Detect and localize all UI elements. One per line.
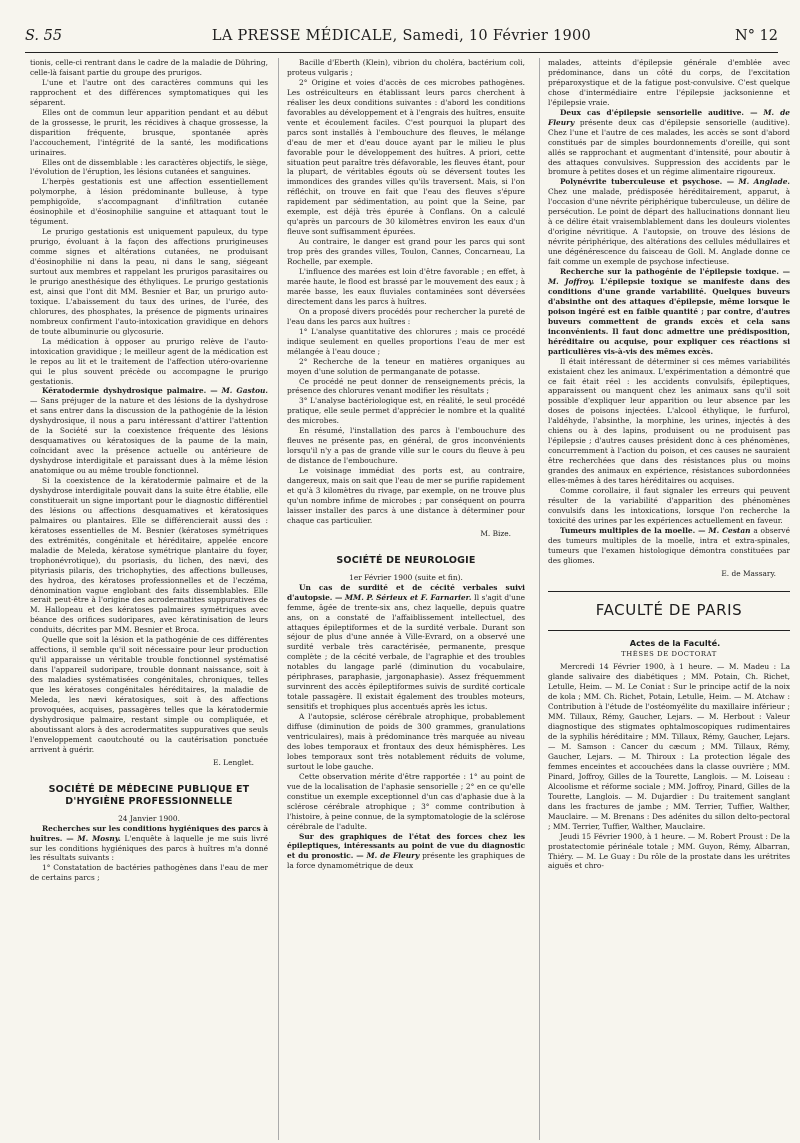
journal-title: LA PRESSE MÉDICALE, Samedi, 10 Février 1900 (211, 28, 592, 44)
article-text: présente les graphiques de la force dynamométrique de deux (287, 851, 525, 871)
paragraph: Au contraire, le danger est grand pour les parcs qui sont trop près des grandes villes, Toulon, Cannes, Concarneau, La Rochelle, par exemple. (287, 237, 525, 267)
paragraph: Il était intéressant de déterminer si ces mêmes variabilités existaient chez les animaux. L'expérimentation a démontré que ce fait était réel : les accidents convulsifs, épileptiques, apparaissent ou manquent chez les animaux sans qu'il soit possible d'expliquer leur apparition ou leur absence par les doses de poisons injectées. L'alcool éthylique, le furfurol, l'aldéhyde, l'absinthe, la morphine, les urines, injectés à des chiens ou à des lapins, produisent ou ne produisent pas l'épilepsie ; d'autres causes président donc à ces phénomènes, concurremment à l'action du poison, et ces causes ne sauraient être recherchées que dans des résistances plus ou moins grandes des animaux en expérience, résistances subordonnées elles-mêmes à des tares héréditaires ou acquises. (548, 356, 790, 486)
paragraph: On a proposé divers procédés pour rechercher la pureté de l'eau dans les parcs aux huîtres : (287, 306, 525, 326)
article-title: Recherches sur les conditions hygiéniques des parcs à huîtres. — (30, 823, 268, 843)
article-text: Il s'agit d'une femme, âgée de trente-six ans, chez laquelle, depuis quatre ans, on a constaté de l'affaiblissement intellectuel, des attaques épileptiformes et de la surdité verbale. Durant son séjour de plus d'une année à Ville-Evrard, on a observé une surdité verbale très caractérisée, permanente, presque complète ; de la cécité verbale, de l'agraphie et des troubles notables du langage parlé (diminution du vocabulaire, périphrases, paraphasie, jargonaphasie). Assez fréquemment survinrent des accès épileptiformes suivis de surdité corticale totale passagère. Il existait également des troubles moteurs, sensitifs et trophiques plus accentués après les ictus. (287, 592, 525, 712)
faculte-title: FACULTÉ DE PARIS (548, 591, 790, 631)
paragraph: Bacille d'Eberth (Klein), vibrion du choléra, bactérium coli, proteus vulgaris ; (287, 58, 525, 77)
article-epilepsie-toxique (548, 267, 790, 357)
section-title: SOCIÉTÉ DE MÉDECINE PUBLIQUE ET D'HYGIÈNE PROFESSIONNELLE (48, 783, 250, 807)
article-text: L'enquête à laquelle je me suis livré sur les conditions hygiéniques des parcs à huîtres m'a donné les résultats suivants : (30, 833, 268, 863)
article-title: Un cas de surdité et de cécité verbales suivi d'autopsie. — (287, 582, 525, 602)
paragraph: malades, atteints d'épilepsie générale d'emblée avec prédominance, dans un côté du corps, de l'excitation préparoxystique et de la fatigue post-convulsive. C'est quelque chose d'intermédiaire entre l'épilepsie jacksonienne et l'épilepsie vraie. (548, 58, 790, 107)
article-author: M. Joffroy. (548, 276, 595, 286)
signature: E. Lenglet. (213, 757, 254, 767)
signature: E. de Massary. (721, 568, 776, 578)
page-header (25, 26, 778, 53)
column-rule (539, 58, 540, 1140)
paragraph: Si la coexistence de la kératodermie palmaire et de la dyshydrose interdigitale pouvait dans la suite être établie, elle constituerait un signe important pour le diagnostic différentiel des lésions ou affections desquamatives et kératosiques palmaires ou plantaires. Elle se différencierait aussi des : kératoses essentielles de M. Besnier (kératoses symétriques des extrémités, congénitale et héréditaire, appelée encore maladie de Meleda, kératose symétrique plantaire du foyer, trophonévrotique), du psoriasis, du lichen, des nævi, des pityriasis pilaris, des trichophyties, des affections bulleuses, des hydroa, des kératoses professionnelles et de l'eczéma, dénomination vague englobant des faits dissemblables. Elle serait peut-être à l'origine des acrodermatites suppuratives de M. Hallopeau et des kératoses palmaires symétriques avec béance des orifices sudoripares, avec kératinisation de leurs conduits, décrites par MM. Besnier et Broca. (30, 476, 268, 635)
paragraph: Ce procédé ne peut donner de renseignements précis, la présence des chlorures venant modifier les résultats ; (287, 376, 525, 396)
article-deux-cas (548, 108, 790, 178)
paragraph: Le voisinage immédiat des ports est, au contraire, dangereux, mais on sait que l'eau de mer se purifie rapidement et qu'à 3 kilomètres du rivage, par exemple, on ne trouve plus qu'un nombre infime de microbes ; par conséquent on pourra laisser installer des parcs à une distance à déterminer pour chaque cas particulier. (287, 466, 525, 525)
article-author: MM. P. Sérieux et F. Farnarier. (344, 592, 472, 602)
paragraph: 1° L'analyse quantitative des chlorures ; mais ce procédé indique seulement en quelles proportions l'eau de mer est mélangée à l'eau douce ; (287, 326, 525, 356)
article-text: présente deux cas d'épilepsie sensorielle (auditive). Chez l'une et l'autre de ces malades, les accès se sont d'abord constitués par de simples bourdonnements d'oreille, qui sont allés se rapprochant et augmentant d'intensité, pour aboutir à des attaques convulsives. Suppression des accidents par le bromure à petites doses et un régime alimentaire rigoureux. (548, 117, 790, 177)
paragraph: Comme corollaire, il faut signaler les erreurs qui peuvent résulter de la variabilité d'apparition des phénomènes convulsifs dans les intoxications, lorsque l'on recherche la toxicité des urines par les expériences actuellement en faveur. (548, 485, 790, 525)
article-title: Recherche sur la pathogénie de l'épilepsie toxique. — (560, 267, 790, 277)
page-number: S. 55 (25, 28, 63, 44)
paragraph: L'herpès gestationis est une affection essentiellement polymorphe, à lésion prédominante bulleuse, à type pemphigoïde, s'accompagnant d'infiltration cutanée éosinophile et d'éosinophilie sanguine et attaquant tout le tégument. (30, 177, 268, 227)
theses-paragraph: Jeudi 15 Février 1900, à 1 heure. — M. Robert Proust : De la prostatectomie périnéale totale ; MM. Guyon, Rémy, Albarran, Thiéry. — M. Le Guay : Du rôle de la prostate dans les urétrites aiguës et chro- (548, 831, 790, 871)
paragraph: L'une et l'autre ont des caractères communs qui les rapprochent et des différences symptomatiques qui les séparent. (30, 77, 268, 107)
article-title: Kératodermie dyshydrosique palmaire. — (42, 386, 218, 396)
article-title: Sur des graphiques de l'état des forces chez les épileptiques, intéressants au point de vue du diagnostic et du pronostic. — (287, 831, 525, 861)
paragraph: Cette observation mérite d'être rapportée : 1° au point de vue de la localisation de l'aphasie sensorielle ; 2° en ce qu'elle constitue un exemple exceptionnel d'un cas d'aphasie due à la sclérose cérébrale atrophique ; 3° comme contribution à l'histoire, à peine connue, de la symptomatologie de la sclérose cérébrale de l'adulte. (287, 771, 525, 831)
paragraph: Elles ont de commun leur apparition pendant et au début de la grossesse, le prurit, les récidives à chaque grossesse, la disparition fréquente, brusque, spontanée après l'accouchement, l'intégrité de la santé, les modifications urinaires. (30, 107, 268, 157)
paragraph: La médication à opposer au prurigo relève de l'auto-intoxication gravidique ; le meilleur agent de la médication est le repos au lit et le traitement de l'affection utéro-ovarienne qui le plus souvent précède ou accompagne le prurigo gestationis. (30, 336, 268, 386)
article-text: a observé des tumeurs multiples de la moelle, intra et extra-spinales, tumeurs que l'examen histologique démontra constituées par des gliomes. (548, 525, 790, 565)
article-title: Tumeurs multiples de la moelle. — (560, 525, 706, 535)
article-text: Chez une malade, prédisposée héréditairement, apparut, à l'occasion d'une névrite périphérique tuberculeuse, un délire de persécution. Le point de départ des hallucinations donnant lieu à ce délire était vraisemblablement dans les douleurs violentes d'origine névritique. A l'autopsie, on trouve des lésions de névrite périphérique, des altérations des cellules médullaires et une dégénérescence du faisceau de Goll. M. Anglade donne ce fait comme un exemple de psychose infectieuse. (548, 187, 790, 267)
paragraph: En résumé, l'installation des parcs à l'embouchure des fleuves ne présente pas, en général, de gros inconvénients lorsqu'il n'y a pas de grande ville sur le cours du fleuve à peu de distance de l'embouchure. (287, 426, 525, 466)
signature: M. Bize. (480, 528, 511, 538)
paragraph: 1° Constatation de bactéries pathogènes dans l'eau de mer de certains parcs ; (30, 863, 268, 883)
article-author: M. Gastou. (221, 386, 268, 396)
article-kerato (30, 386, 268, 476)
paragraph: tionis, celle-ci rentrant dans le cadre de la maladie de Dühring, celle-là faisant partie du groupe des prurigos. (30, 58, 268, 77)
paragraph: Quelle que soit la lésion et la pathogénie de ces différentes affections, il semble qu'il soit nécessaire pour leur production qu'il apparaisse un véritable trouble fonctionnel systématisé dans l'appareil sudoripare, trouble donnant naissance, soit à des maladies systématisées congénitales, chroniques, telles que les kératoses congénitales héréditaires, la maladie de Meleda, les nævi kératosiques, soit à des affections provoquées, acquises, passagères telles que la kératodermie dyshydrosique palmaire, restant simple ou compliquée, et aboutissant alors à des acrodermatites suppuratives que seuls l'enveloppement caoutchouté ou la cautérisation ponctuée arrivent à guérir. (30, 635, 268, 754)
article-surdite (287, 583, 525, 712)
paragraph: 2° Origine et voies d'accès de ces microbes pathogènes. Les ostréiculteurs en établissant leurs parcs cherchent à réaliser les deux conditions suivantes : d'abord les conditions favorables au développement et à l'engrais des huîtres, ensuite vente et écoulement faciles. C'est pourquoi la plupart des parcs sont installés à l'embouchure des fleuves, le mélange d'eau de mer et d'eau douce ayant par le milieu le plus favorable pour le développement des huîtres. A priori, cette situation peut paraître très défavorable, les fleuves étant, pour la plupart, de véritables égouts où se déversent toutes les immondices des grandes villes qu'ils traversent. Mais, si l'on réfléchit, on trouve en fait que l'eau des fleuves s'épure rapidement par sédimentation, au point que la Seine, par exemple, est déjà très épurée à Conflans. On a calculé qu'après un parcours de 30 kilomètres environ les eaux d'un fleuve sont suffisamment épurées. (287, 77, 525, 237)
article-tumeurs (548, 526, 790, 566)
theses-title: THÈSES DE DOCTORAT (621, 650, 717, 659)
article-author: M. Mosny. (77, 833, 121, 843)
article-text: — Sans préjuger de la nature et des lésions de la dyshydrose et sans entrer dans la discussion de la pathogénie de la lésion dyshydrosique, il nous a paru intéressant d'attirer l'attention de la Société sur la coexistence fréquente des lésions desquamatives ou kératosiques de la paume de la main, coïncidant avec la présence actuelle ou antérieure de dyshydrose interdigitale et paraissant dues à la même lésion anatomique ou au même trouble fonctionnel. (30, 396, 268, 476)
column-3 (548, 58, 790, 1140)
section-date: 1er Février 1900 (suite et fin). (349, 572, 463, 582)
issue-number: N° 12 (735, 28, 778, 44)
paragraph: 3° L'analyse bactériologique est, en réalité, le seul procédé pratique, elle seule permet d'apprécier le nombre et la qualité des microbes. (287, 396, 525, 426)
theses-paragraph: Mercredi 14 Février 1900, à 1 heure. — M. Madeu : La glande salivaire des diabétiques ; MM. Potain, Ch. Richet, Letulle, Heim. — M. Le Coniat : Sur le principe actif de la noix de kola ; MM. Ch. Richet, Potain, Letulle, Heim. — M. Atchaw : Contribution à l'étude de l'ostéomyélite du maxillaire inférieur ; MM. Tillaux, Rémy, Gaucher, Lejars. — M. Herbout : Valeur diagnostique des stigmates ophtalmoscopiques rudimentaires de la syphilis héréditaire ; MM. Tillaux, Rémy, Gaucher, Lejars. — M. Samson : Cancer du cæcum ; MM. Tillaux, Rémy, Gaucher, Lejars. — M. Thiroux : La protection légale des femmes enceintes et accouchées dans la classe ouvrière ; MM. Pinard, Joffroy, Gilles de la Tourette, Langlois. — M. Loiseau : Alcoolisme et réforme sociale ; MM. Joffroy, Pinard, Gilles de la Tourette, Langlois. — M. Dujardier : Du traitement sanglant dans les fractures de jambe ; MM. Terrier, Tuffier, Walther, Mauclaire. — M. Brenans : Des adénites du sillon delto-pectoral ; MM. Terrier, Tuffier, Walther, Mauclaire. (548, 662, 790, 831)
paragraph: A l'autopsie, sclérose cérébrale atrophique, probablement diffuse (diminution de poids de 300 grammes, granulations ventriculaires), mais à prédominance très marquée au niveau des lobes temporaux et frontaux des deux hémisphères. Les lobes temporaux sont très notablement réduits de volume, surtout le lobe gauche. (287, 712, 525, 771)
article-author: M. de Fleury (366, 851, 420, 861)
column-1 (30, 58, 268, 1140)
article-author: M. de Fleury (548, 107, 790, 127)
column-2 (287, 58, 525, 1140)
article-author: M. Anglade. (738, 177, 790, 187)
article-text: L'épilepsie toxique se manifeste dans des conditions d'une grande variabilité. Quelques buveurs d'absinthe ont des attaques d'épilepsie, même lorsque le poison ingéré est en faible quantité ; par contre, d'autres buveurs commettent de grands excès et cela sans inconvénients. Il faut donc admettre une prédisposition, héréditaire ou acquise, pour expliquer ces réactions si particulières vis-à-vis des mêmes excès. (548, 276, 790, 356)
paragraph: Elles ont de dissemblable : les caractères objectifs, le siège, l'évolution de l'éruption, les lésions cutanées et sanguines. (30, 157, 268, 177)
paragraph: L'influence des marées est loin d'être favorable ; en effet, à marée haute, le flood est brassé par le mouvement des eaux ; à marée basse, les eaux fluviales contaminées sont déversées directement dans les parcs à huîtres. (287, 267, 525, 306)
article-title: Deux cas d'épilepsie sensorielle auditive. — (560, 107, 758, 117)
article-author: M. Cestan (708, 525, 751, 535)
paragraph: Le prurigo gestationis est uniquement papuleux, du type prurigo, évoluant à la façon des affections prurigineuses comme signes et altérations cutanées, ne produisant d'éosinophilie ni dans la peau, ni dans le sang, siégeant surtout aux membres et rappelant les prurigos parasitaires ou le prurigo anesthésique des éthyliques. Le prurigo gestationis est, ainsi que l'ont dit MM. Besnier et Bar, un prurigo auto-toxique. L'abaissement du taux des urines, de l'urée, des chlorures, des phosphates, la présence de pigments urinaires nombreux confirment l'auto-intoxication gravidique en dehors de toute albuminurie ou glycosurie. (30, 227, 268, 336)
article-recherches (30, 824, 268, 864)
article-polynevrite (548, 177, 790, 267)
article-title: Polynévrite tuberculeuse et psychose. — (560, 177, 735, 187)
section-date: 24 Janvier 1900. (118, 813, 180, 823)
article-graphiques (287, 832, 525, 872)
column-rule (278, 58, 279, 1140)
paragraph: 2° Recherche de la teneur en matières organiques au moyen d'une solution de permanganate de potasse. (287, 356, 525, 376)
section-title: SOCIÉTÉ DE NEUROLOGIE (336, 554, 476, 566)
acts-title: Actes de la Faculté. (629, 637, 721, 648)
